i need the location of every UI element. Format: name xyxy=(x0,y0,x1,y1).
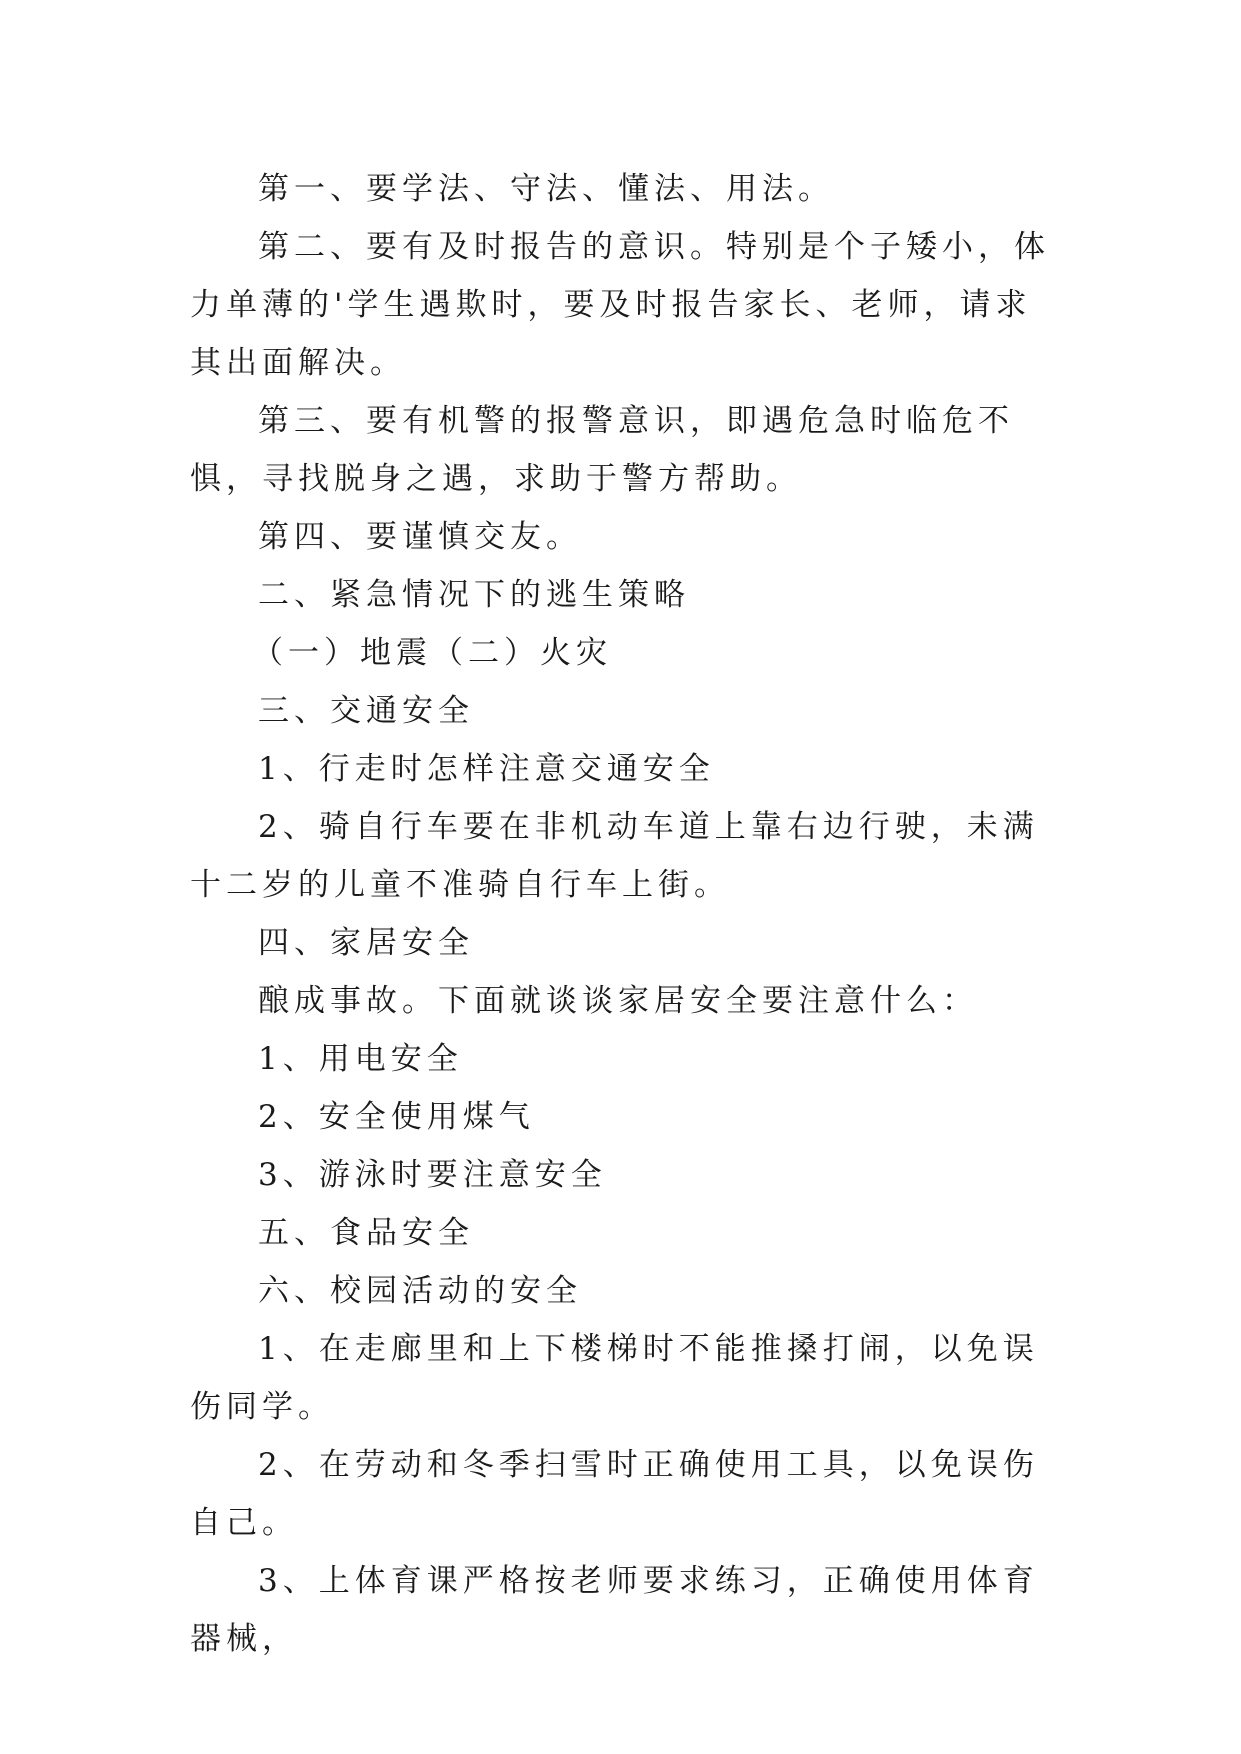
list-item-pe-class: 3、上体育课严格按老师要求练习，正确使用体育器械， xyxy=(190,1563,1039,1657)
paragraph-rule-2: 第二、要有及时报告的意识。特别是个子矮小，体力单薄的'学生遇欺时，要及时报告家长、老师，请求其出面解决。 xyxy=(190,229,1050,381)
section-heading-escape: 二、紧急情况下的逃生策略 xyxy=(258,577,690,613)
document-body xyxy=(190,160,1060,1668)
list-item-labor: 2、在劳动和冬季扫雪时正确使用工具，以免误伤自己。 xyxy=(190,1447,1039,1541)
paragraph-rule-4: 第四、要谨慎交友。 xyxy=(258,519,582,555)
list-item-walking: 1、行走时怎样注意交通安全 xyxy=(258,751,715,787)
section-heading-campus: 六、校园活动的安全 xyxy=(258,1273,582,1309)
list-item-corridor: 1、在走廊里和上下楼梯时不能推搡打闹，以免误伤同学。 xyxy=(190,1331,1039,1425)
paragraph-home-intro: 酿成事故。下面就谈谈家居安全要注意什么： xyxy=(258,983,978,1019)
section-heading-home: 四、家居安全 xyxy=(258,925,474,961)
list-item-cycling: 2、骑自行车要在非机动车道上靠右边行驶，未满十二岁的儿童不准骑自行车上街。 xyxy=(190,809,1039,903)
section-heading-traffic: 三、交通安全 xyxy=(258,693,474,729)
list-item-electricity: 1、用电安全 xyxy=(258,1041,463,1077)
section-heading-food: 五、食品安全 xyxy=(258,1215,474,1251)
paragraph-rule-3: 第三、要有机警的报警意识，即遇危急时临危不惧，寻找脱身之遇，求助于警方帮助。 xyxy=(190,403,1014,497)
list-item-gas: 2、安全使用煤气 xyxy=(258,1099,535,1135)
paragraph-rule-1: 第一、要学法、守法、懂法、用法。 xyxy=(258,171,834,207)
list-item-swimming: 3、游泳时要注意安全 xyxy=(258,1157,607,1193)
subheading-earthquake-fire: （一）地震（二）火灾 xyxy=(252,635,612,671)
